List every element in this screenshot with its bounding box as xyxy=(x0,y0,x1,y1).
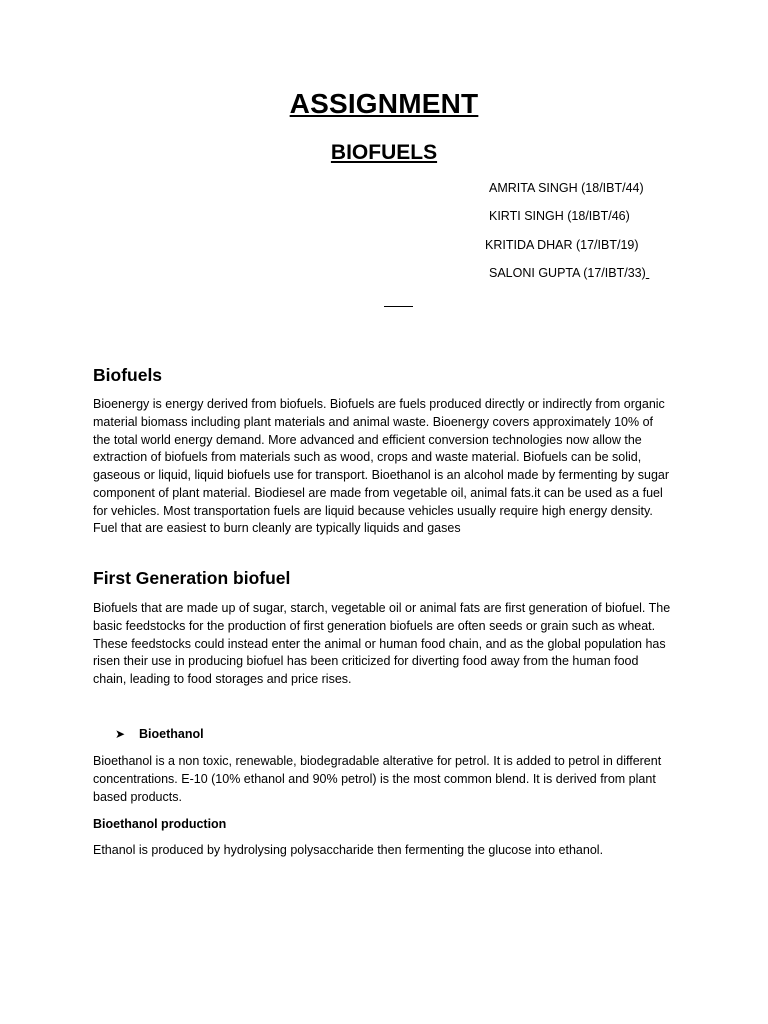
author-line xyxy=(489,266,649,280)
document-subtitle: BIOFUELS xyxy=(330,141,438,164)
section-paragraph: Biofuels that are made up of sugar, starch, vegetable oil or animal fats are first generation of biofuel. The basic feedstocks for the production of first generation biofuels are often seeds or grain such as wheat. These feedstocks could instead enter the animal or human food chain, and as the global population has risen their use in producing biofuel has been criticized for diverting food away from the human food chain, leading to food storages and price rises. xyxy=(93,601,671,686)
section-biofuels xyxy=(93,364,673,538)
section-paragraph: Bioethanol is a non toxic, renewable, biodegradable alterative for petrol. It is added to petrol in different concentrations. E-10 (10% ethanol and 90% petrol) is the most common blend. It is derived from plant based products. xyxy=(93,754,662,804)
document-title: ASSIGNMENT xyxy=(289,88,479,119)
section-paragraph: Bioenergy is energy derived from biofuels. Biofuels are fuels produced directly or indirectly from organic material biomass including plant materials and animal waste. Bioenergy covers approximately 10% of the total world energy demand. More advanced and efficient conversion technologies now allow the extraction of biofuels from materials such as wood, crops and waste material. Biofuels can be solid, gaseous or liquid, liquid biofuels use for transport. Bioethanol is an alcohol made by fermenting by sugar component of plant material. Biodiesel are made from vegetable oil, animal fats.it can be used as a fuel for vehicles. Most transportation fuels are liquid because vehicles usually require high energy density. Fuel that are easiest to burn cleanly are typically liquids and gases xyxy=(93,397,670,536)
author-line: AMRITA SINGH (18/IBT/44) xyxy=(489,181,644,195)
author-line: KIRTI SINGH (18/IBT/46) xyxy=(489,209,630,223)
arrow-bullet-icon: ➤ xyxy=(115,727,126,741)
section-heading: Biofuels xyxy=(93,365,163,385)
author-name: SALONI GUPTA (17/IBT/33) xyxy=(489,266,646,280)
author-underline-mark xyxy=(646,266,649,280)
bullet-label: Bioethanol xyxy=(139,727,204,741)
section-first-generation xyxy=(93,567,673,689)
section-bioethanol xyxy=(93,753,673,860)
section-heading: First Generation biofuel xyxy=(93,568,291,588)
bullet-item-bioethanol xyxy=(115,727,204,741)
divider-rule xyxy=(384,306,413,307)
section-paragraph: Ethanol is produced by hydrolysing polysaccharide then fermenting the glucose into ethanol. xyxy=(93,843,604,858)
subheading-bioethanol-production: Bioethanol production xyxy=(93,817,227,832)
author-line: KRITIDA DHAR (17/IBT/19) xyxy=(485,238,639,252)
